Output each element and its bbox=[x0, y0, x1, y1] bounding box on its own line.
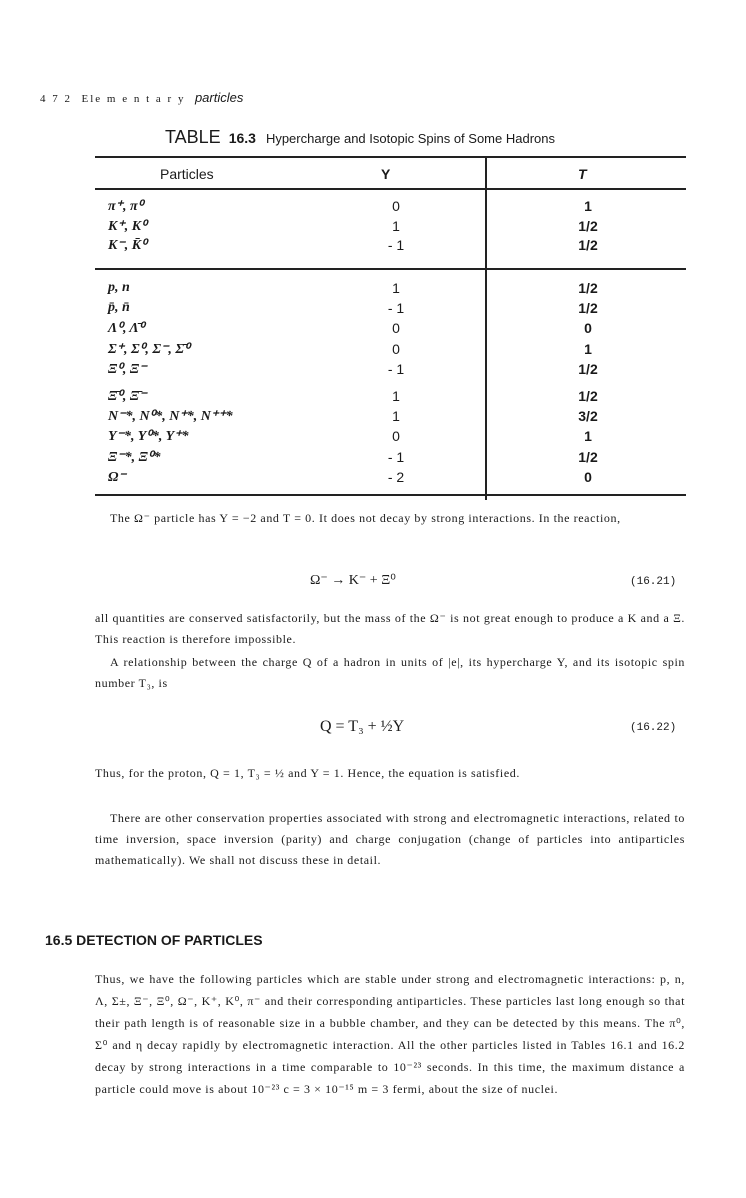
table-row bbox=[0, 469, 746, 489]
t-cell: 3/2 bbox=[578, 408, 598, 424]
particle-cell: Σ⁺, Σ⁰, Σ⁻, Σ̄⁰ bbox=[108, 342, 190, 357]
table-row bbox=[0, 408, 746, 428]
table-row bbox=[0, 449, 746, 469]
t-cell: 1/2 bbox=[578, 449, 598, 465]
paragraph-detection: Thus, we have the following particles which are stable under strong and electromagnetic interactions: p, n, Λ, Σ±, Ξ⁻, Ξ⁰, Ω⁻, K⁺, K⁰, π⁻ and their corresponding antiparticles. These particles last long enough so that their path length is of reasonable size in a bubble chamber, and they can be detected by this means. The π⁰, Σ⁰ and η decay rapidly by electromagnetic interaction. All the other particles listed in Tables 16.1 and 16.2 decay by strong interactions in a time comparable to 10⁻²³ seconds. In this time, the maximum distance a particle could move is about 10⁻²³ c = 3 × 10⁻¹⁵ m = 3 fermi, about the size of nuclei. bbox=[95, 972, 685, 1096]
y-cell: 0 bbox=[392, 320, 400, 336]
table-row bbox=[0, 237, 746, 257]
equation-16-22: Q = T₃ + ½Y bbox=[320, 718, 405, 735]
table-rule-top bbox=[95, 156, 686, 158]
particle-cell: p̄, n̄ bbox=[108, 300, 130, 315]
particle-cell: Ξ⁰, Ξ⁻ bbox=[108, 362, 147, 377]
t-cell: 1/2 bbox=[578, 361, 598, 377]
page-number: 4 7 2 bbox=[40, 93, 72, 105]
y-cell: - 2 bbox=[387, 469, 405, 485]
equation-number-16-21: (16.21) bbox=[630, 576, 677, 588]
t-cell: 1/2 bbox=[578, 218, 598, 234]
t-cell: 1/2 bbox=[578, 388, 598, 404]
particle-cell: Y⁻*, Y⁰*, Y⁺* bbox=[108, 429, 189, 444]
particle-cell: N⁻*, N⁰*, N⁺*, N⁺⁺* bbox=[108, 409, 233, 424]
paragraph-conserved: all quantities are conserved satisfactorily, but the mass of the Ω⁻ is not great enough to produce a K and a Ξ. This reaction is therefore impossible. bbox=[95, 611, 685, 646]
particle-cell: Ω⁻ bbox=[108, 470, 126, 485]
table-row bbox=[0, 198, 746, 218]
particle-cell: Ξ⁻*, Ξ⁰* bbox=[108, 450, 161, 465]
particle-cell: π⁺, π⁰ bbox=[108, 199, 144, 214]
equation-number-16-22: (16.22) bbox=[630, 722, 677, 734]
y-cell: 1 bbox=[392, 408, 400, 424]
t-cell: 0 bbox=[584, 469, 592, 485]
particle-cell: K⁻, K̄⁰ bbox=[108, 238, 147, 253]
paragraph-conservation: There are other conservation properties associated with strong and electromagnetic interactions, related to time inversion, space inversion (parity) and charge conjugation (change of particles into antiparticles mathematically). We shall not discuss these in detail. bbox=[95, 811, 685, 867]
table-caption-number: 16.3 bbox=[228, 130, 256, 146]
particle-cell: p, n bbox=[108, 280, 130, 295]
column-header-particles: Particles bbox=[160, 166, 214, 182]
table-caption bbox=[165, 127, 555, 148]
y-cell: - 1 bbox=[387, 361, 405, 377]
table-row bbox=[0, 218, 746, 238]
t-cell: 1 bbox=[584, 428, 592, 444]
paragraph-proton: Thus, for the proton, Q = 1, T₃ = ½ and Y = 1. Hence, the equation is satisfied. bbox=[95, 766, 520, 780]
column-header-t: T bbox=[578, 166, 587, 182]
t-cell: 1 bbox=[584, 198, 592, 214]
y-cell: 0 bbox=[392, 341, 400, 357]
table-row bbox=[0, 280, 746, 300]
y-cell: 1 bbox=[392, 218, 400, 234]
y-cell: 0 bbox=[392, 198, 400, 214]
section-heading: 16.5 DETECTION OF PARTICLES bbox=[45, 932, 263, 948]
particle-cell: Λ⁰, Λ̄⁰ bbox=[108, 321, 145, 336]
y-cell: - 1 bbox=[387, 237, 405, 253]
paragraph-relationship: A relationship between the charge Q of a hadron in units of |e|, its hypercharge Y, and its isotopic spin number T₃, is bbox=[95, 655, 685, 690]
table-row bbox=[0, 388, 746, 408]
table-row bbox=[0, 361, 746, 381]
table-row bbox=[0, 428, 746, 448]
y-cell: 1 bbox=[392, 280, 400, 296]
table-rule-group bbox=[95, 268, 686, 270]
table-caption-label: TABLE bbox=[165, 127, 221, 147]
table-row bbox=[0, 320, 746, 340]
y-cell: - 1 bbox=[387, 300, 405, 316]
table-row bbox=[0, 300, 746, 320]
table-rule-bottom bbox=[95, 494, 686, 496]
y-cell: - 1 bbox=[387, 449, 405, 465]
t-cell: 1/2 bbox=[578, 280, 598, 296]
paragraph-omega: The Ω⁻ particle has Y = −2 and T = 0. It does not decay by strong interactions. In the reaction, bbox=[110, 511, 621, 525]
t-cell: 1 bbox=[584, 341, 592, 357]
particle-cell: Ξ̄⁰, Ξ̄⁻ bbox=[108, 389, 147, 404]
y-cell: 0 bbox=[392, 428, 400, 444]
running-subtitle: particles bbox=[194, 90, 244, 105]
y-cell: 1 bbox=[392, 388, 400, 404]
column-header-y: Y bbox=[381, 166, 391, 182]
running-title: Ele m e n t a r y bbox=[81, 93, 186, 105]
particle-cell: K⁺, K⁰ bbox=[108, 219, 147, 234]
table-caption-text: Hypercharge and Isotopic Spins of Some Hadrons bbox=[265, 131, 555, 146]
equation-16-21: Ω⁻ → K⁻ + Ξ⁰ bbox=[310, 573, 396, 588]
t-cell: 1/2 bbox=[578, 300, 598, 316]
table-row bbox=[0, 341, 746, 361]
running-header bbox=[40, 90, 243, 105]
table-rule-header bbox=[95, 188, 686, 190]
t-cell: 1/2 bbox=[578, 237, 598, 253]
t-cell: 0 bbox=[584, 320, 592, 336]
